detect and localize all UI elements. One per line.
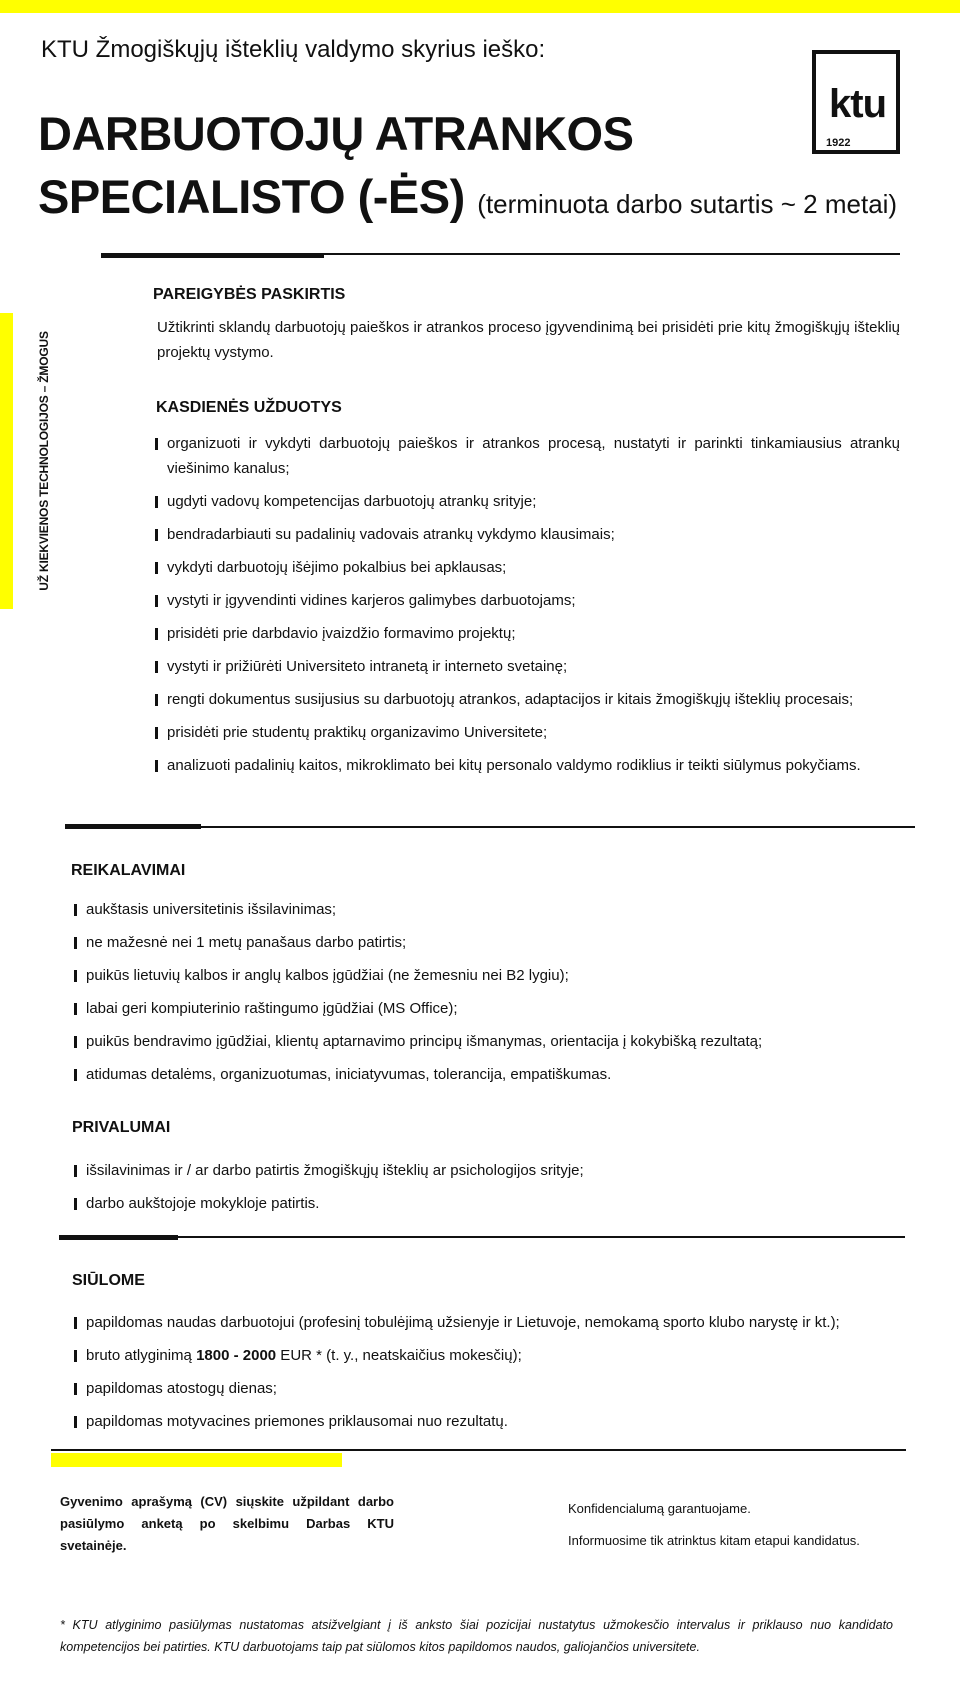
ktu-logo xyxy=(812,50,900,154)
list-item: papildomas naudas darbuotojui (profesinį tobulėjimą užsienyje ir Lietuvoje, nemokamą sporto klubo narystę ir kt.); xyxy=(74,1310,924,1335)
list-item: ne mažesnė nei 1 metų panašaus darbo patirtis; xyxy=(74,930,914,955)
list-item: prisidėti prie studentų praktikų organizavimo Universitete; xyxy=(155,720,900,745)
list-item: išsilavinimas ir / ar darbo patirtis žmogiškųjų išteklių ar psichologijos srityje; xyxy=(74,1158,914,1183)
requirements-title: REIKALAVIMAI xyxy=(71,862,186,879)
side-accent-bar xyxy=(0,313,13,609)
offer-title: SIŪLOME xyxy=(72,1272,145,1289)
list-item: analizuoti padalinių kaitos, mikroklimato bei kitų personalo valdymo rodiklius ir teikti siūlymus pokyčiams. xyxy=(155,753,900,778)
divider-accent xyxy=(101,253,324,258)
list-item: papildomas atostogų dienas; xyxy=(74,1376,924,1401)
list-item: aukštasis universitetinis išsilavinimas; xyxy=(74,897,914,922)
bullet-icon xyxy=(74,1069,77,1081)
bullet-icon xyxy=(74,1350,77,1362)
salary-amount: 1800 - 2000 xyxy=(196,1347,277,1364)
tasks-title: KASDIENĖS UŽDUOTYS xyxy=(156,399,342,416)
inform-text: Informuosime tik atrinktus kitam etapui kandidatus. xyxy=(568,1533,860,1548)
bullet-icon xyxy=(74,1317,77,1329)
bullet-icon xyxy=(74,1036,77,1048)
logo-text: ktu xyxy=(829,82,886,126)
footer-accent-bar xyxy=(51,1453,342,1467)
advantages-title: PRIVALUMAI xyxy=(72,1119,171,1136)
bullet-icon xyxy=(74,1416,77,1428)
purpose-title: PAREIGYBĖS PASKIRTIS xyxy=(153,286,346,303)
list-item: rengti dokumentus susijusius su darbuotojų atrankos, adaptacijos ir kitais žmogiškųjų išteklių procesais; xyxy=(155,687,900,712)
contract-note: (terminuota darbo sutartis ~ 2 metai) xyxy=(477,189,898,219)
job-title-line-2 xyxy=(38,170,898,223)
job-title-line-1: DARBUOTOJŲ ATRANKOS xyxy=(38,107,634,160)
list-item: organizuoti ir vykdyti darbuotojų paieškos ir atrankos procesą, nustatyti ir parinkti tinkamiausius atrankų viešinimo kanalus; xyxy=(155,431,900,481)
bullet-icon xyxy=(74,937,77,949)
salary-footnote: * KTU atlyginimo pasiūlymas nustatomas atsižvelgiant į iš anksto šiai pozicijai nustatytus užmokesčio intervalus ir priklauso nuo kandidato kompetencijos bei patirties. KTU darbuotojams taip pat siūlomos kitos papildomos naudos, galiojančios universitete. xyxy=(60,1618,893,1654)
department-heading: KTU Žmogiškųjų išteklių valdymo skyrius ieško: xyxy=(41,36,546,63)
list-item: ugdyti vadovų kompetencijas darbuotojų atrankų srityje; xyxy=(155,489,900,514)
bullet-icon xyxy=(155,760,158,772)
list-item: puikūs lietuvių kalbos ir anglų kalbos įgūdžiai (ne žemesniu nei B2 lygiu); xyxy=(74,963,914,988)
bullet-icon xyxy=(74,970,77,982)
slogan-text: UŽ KIEKVIENOS TECHNOLOGIJOS – ŽMOGUS xyxy=(37,331,51,591)
divider-accent xyxy=(59,1235,178,1240)
divider-accent xyxy=(65,824,201,829)
divider xyxy=(51,1449,906,1451)
list-item: vystyti ir prižiūrėti Universiteto intranetą ir interneto svetainę; xyxy=(155,654,900,679)
bullet-icon xyxy=(155,661,158,673)
list-item: vykdyti darbuotojų išėjimo pokalbius bei apklausas; xyxy=(155,555,900,580)
confidentiality-notes xyxy=(568,1493,928,1557)
list-item: prisidėti prie darbdavio įvaizdžio formavimo projektų; xyxy=(155,621,900,646)
logo-year: 1922 xyxy=(826,137,851,149)
top-accent-bar xyxy=(0,0,960,13)
list-item: puikūs bendravimo įgūdžiai, klientų aptarnavimo principų išmanymas, orientacija į kokybišką rezultatą; xyxy=(74,1029,914,1054)
divider xyxy=(59,1236,905,1238)
cv-instructions: Gyvenimo aprašymą (CV) siųskite užpildant darbo pasiūlymo anketą po skelbimu Darbas KTU svetainėje. xyxy=(60,1494,394,1553)
bullet-icon xyxy=(155,529,158,541)
list-item: atidumas detalėms, organizuotumas, iniciatyvumas, tolerancija, empatiškumas. xyxy=(74,1062,914,1087)
bullet-icon xyxy=(74,1003,77,1015)
advantages-list xyxy=(74,1158,914,1224)
list-item: labai geri kompiuterinio raštingumo įgūdžiai (MS Office); xyxy=(74,996,914,1021)
bullet-icon xyxy=(74,904,77,916)
tasks-list xyxy=(155,431,900,786)
job-title-line-2-text: SPECIALISTO (-ĖS) xyxy=(38,170,465,223)
bullet-icon xyxy=(155,628,158,640)
requirements-list xyxy=(74,897,914,1095)
offer-list xyxy=(74,1310,924,1442)
bullet-icon xyxy=(155,496,158,508)
list-item: papildomas motyvacines priemones priklausomai nuo rezultatų. xyxy=(74,1409,924,1434)
bullet-icon xyxy=(74,1383,77,1395)
list-item: bendradarbiauti su padalinių vadovais atrankų vykdymo klausimais; xyxy=(155,522,900,547)
bullet-icon xyxy=(74,1165,77,1177)
purpose-text: Užtikrinti sklandų darbuotojų paieškos ir atrankos proceso įgyvendinimą bei prisidėti prie kitų žmogiškųjų išteklių projektų vystymo. xyxy=(157,319,900,361)
bullet-icon xyxy=(74,1198,77,1210)
bullet-icon xyxy=(155,727,158,739)
bullet-icon xyxy=(155,694,158,706)
confidentiality-text: Konfidencialumą garantuojame. xyxy=(568,1501,751,1516)
bullet-icon xyxy=(155,562,158,574)
list-item: darbo aukštojoje mokykloje patirtis. xyxy=(74,1191,914,1216)
list-item: bruto atlyginimą 1800 - 2000 EUR * (t. y., neatskaičius mokesčių); xyxy=(74,1343,924,1368)
list-item: vystyti ir įgyvendinti vidines karjeros galimybes darbuotojams; xyxy=(155,588,900,613)
bullet-icon xyxy=(155,438,158,450)
bullet-icon xyxy=(155,595,158,607)
